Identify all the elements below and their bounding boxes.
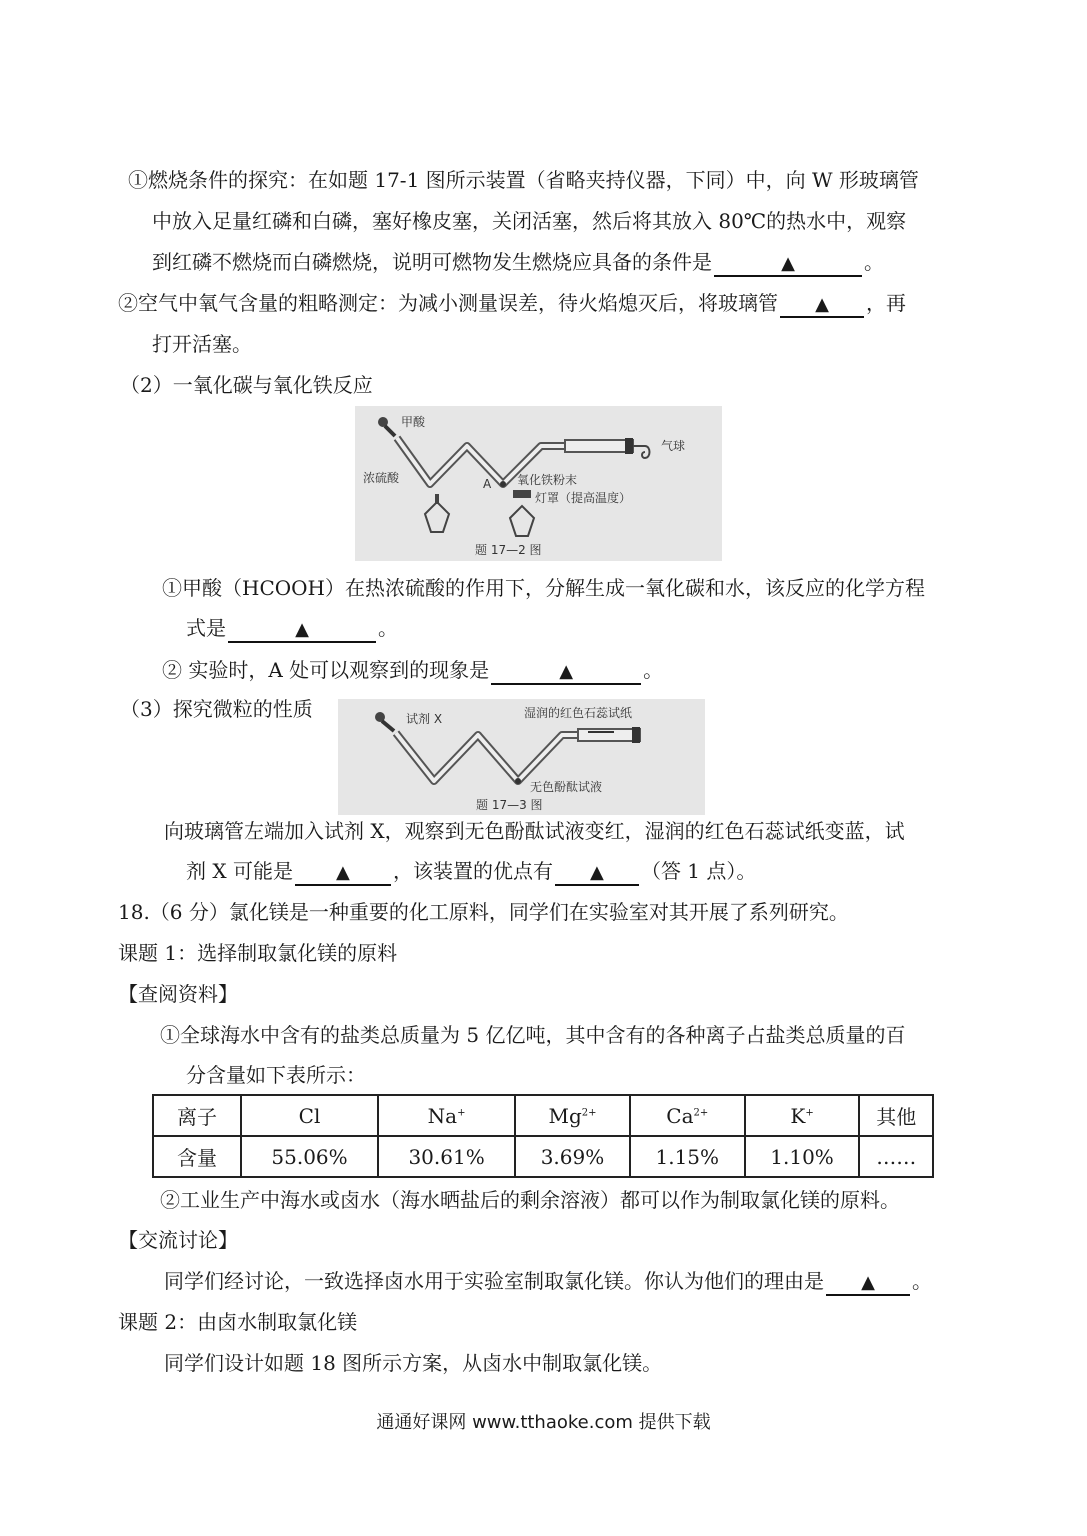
answer-blank <box>555 860 639 886</box>
text: ，再 <box>866 291 906 315</box>
q18-discuss-heading: 【交流讨论】 <box>118 1228 238 1252</box>
blank-marker-icon: ▲ <box>861 1272 875 1293</box>
answer-blank <box>714 251 862 277</box>
answer-blank <box>228 617 376 643</box>
text: （答 1 点）。 <box>640 859 757 883</box>
table-cell <box>515 1095 630 1136</box>
label-a: A <box>483 477 492 491</box>
q17-1-item1-line2: 中放入足量红磷和白磷，塞好橡皮塞，关闭活塞，然后将其放入 80℃的热水中，观察 <box>152 209 907 233</box>
blank-marker-icon: ▲ <box>815 294 829 315</box>
cell-text: Mg <box>548 1103 582 1128</box>
blank-marker-icon: ▲ <box>781 253 795 274</box>
q17-2-item2 <box>162 657 663 685</box>
answer-blank <box>826 1270 910 1296</box>
text: 到红磷不燃烧而白磷燃烧，说明可燃物发生燃烧应具备的条件是 <box>152 250 712 274</box>
q18-ref2: ②工业生产中海水或卤水（海水晒盐后的剩余溶液）都可以作为制取氯化镁的原料。 <box>160 1188 900 1212</box>
figure-caption: 题 17—3 图 <box>476 798 543 812</box>
answer-blank <box>780 292 864 318</box>
text: 。 <box>864 250 884 274</box>
text: ② 实验时，A 处可以观察到的现象是 <box>162 658 490 682</box>
q17-2-item1-line2 <box>186 615 398 643</box>
answer-blank <box>491 659 641 685</box>
cell-text: 离子 <box>177 1105 217 1129</box>
ion-charge: + <box>457 1106 466 1118</box>
cell-text: Na <box>427 1103 458 1128</box>
label-phenolphthalein: 无色酚酞试液 <box>530 780 603 794</box>
table-cell <box>745 1095 860 1136</box>
figure-17-2 <box>355 406 722 561</box>
apparatus-diagram <box>338 699 705 815</box>
label-litmus-paper: 湿润的红色石蕊试纸 <box>524 706 633 720</box>
blank-marker-icon: ▲ <box>336 862 350 883</box>
text: 式是 <box>186 616 226 640</box>
q18-ref1-line1: ①全球海水中含有的盐类总质量为 5 亿亿吨，其中含有的各种离子占盐类总质量的百 <box>160 1023 906 1047</box>
text: 同学们经讨论，一致选择卤水用于实验室制取氯化镁。你认为他们的理由是 <box>164 1269 824 1293</box>
q17-3-line2 <box>186 858 756 886</box>
table-row <box>153 1136 933 1177</box>
q17-1-item1-line1: ①燃烧条件的探究：在如题 17-1 图所示装置（省略夹持仪器，下同）中，向 W 形玻璃管 <box>128 168 919 192</box>
blank-marker-icon: ▲ <box>590 862 604 883</box>
label-balloon: 气球 <box>661 439 686 453</box>
footer-credit: 通通好课网 www.tthaoke.com 提供下载 <box>376 1412 711 1433</box>
table-cell <box>378 1095 515 1136</box>
apparatus-diagram <box>355 406 722 561</box>
q18-topic2: 课题 2：由卤水制取氯化镁 <box>118 1310 358 1334</box>
text: 。 <box>378 616 398 640</box>
q17-3-heading: （3）探究微粒的性质 <box>120 697 313 721</box>
label-reagent-x: 试剂 X <box>406 712 443 726</box>
table-cell: 55.06% <box>241 1136 378 1177</box>
q17-2-heading: （2）一氧化碳与氧化铁反应 <box>120 373 373 397</box>
figure-caption: 题 17—2 图 <box>475 543 542 557</box>
ion-charge: + <box>805 1106 814 1118</box>
ion-charge: 2+ <box>581 1106 597 1118</box>
answer-blank <box>295 860 391 886</box>
table-cell: …… <box>859 1136 933 1177</box>
text: 。 <box>643 658 664 682</box>
table-cell <box>630 1095 745 1136</box>
text: 。 <box>912 1269 932 1293</box>
table-cell: 30.61% <box>378 1136 515 1177</box>
label-fe2o3: 氧化铁粉末 <box>517 473 578 487</box>
cell-text: Ca <box>666 1103 694 1128</box>
table-cell <box>241 1095 378 1136</box>
table-cell: 3.69% <box>515 1136 630 1177</box>
table-cell: 1.15% <box>630 1136 745 1177</box>
label-h2so4: 浓硫酸 <box>363 471 400 485</box>
q18-ref-heading: 【查阅资料】 <box>118 982 238 1006</box>
blank-marker-icon: ▲ <box>559 661 574 682</box>
table-header-row <box>153 1095 933 1136</box>
q17-1-item2-line2: 打开活塞。 <box>152 332 252 356</box>
text: ，该装置的优点有 <box>392 859 553 883</box>
table-cell <box>153 1095 241 1136</box>
q17-1-item2-line1 <box>118 290 906 318</box>
label-acid: 甲酸 <box>401 415 426 429</box>
cell-text: K <box>790 1103 806 1128</box>
q17-1-item1-line3 <box>152 249 884 277</box>
ion-content-table <box>152 1094 934 1178</box>
q18-title: 18.（6 分）氯化镁是一种重要的化工原料，同学们在实验室对其开展了系列研究。 <box>118 900 849 924</box>
text: ②空气中氧气含量的粗略测定：为减小测量误差，待火焰熄灭后，将玻璃管 <box>118 291 778 315</box>
q18-ref1-line2: 分含量如下表所示： <box>186 1063 366 1087</box>
ion-charge: 2+ <box>693 1106 709 1118</box>
table-cell: 1.10% <box>745 1136 860 1177</box>
label-lamp: 灯罩（提高温度） <box>535 491 632 505</box>
q17-3-line1: 向玻璃管左端加入试剂 X，观察到无色酚酞试液变红，湿润的红色石蕊试纸变蓝，试 <box>164 819 905 843</box>
table-cell <box>859 1095 933 1136</box>
q18-topic2-text: 同学们设计如题 18 图所示方案，从卤水中制取氯化镁。 <box>164 1351 663 1375</box>
q18-discuss-text <box>164 1268 932 1296</box>
cell-text: 其他 <box>876 1105 917 1129</box>
blank-marker-icon: ▲ <box>295 619 309 640</box>
q18-topic1: 课题 1：选择制取氯化镁的原料 <box>118 941 398 965</box>
table-cell: 含量 <box>153 1136 241 1177</box>
q17-2-item1-line1: ①甲酸（HCOOH）在热浓硫酸的作用下，分解生成一氧化碳和水，该反应的化学方程 <box>162 576 925 600</box>
text: 剂 X 可能是 <box>186 859 293 883</box>
figure-17-3 <box>338 699 705 815</box>
cell-text: Cl <box>298 1103 321 1128</box>
